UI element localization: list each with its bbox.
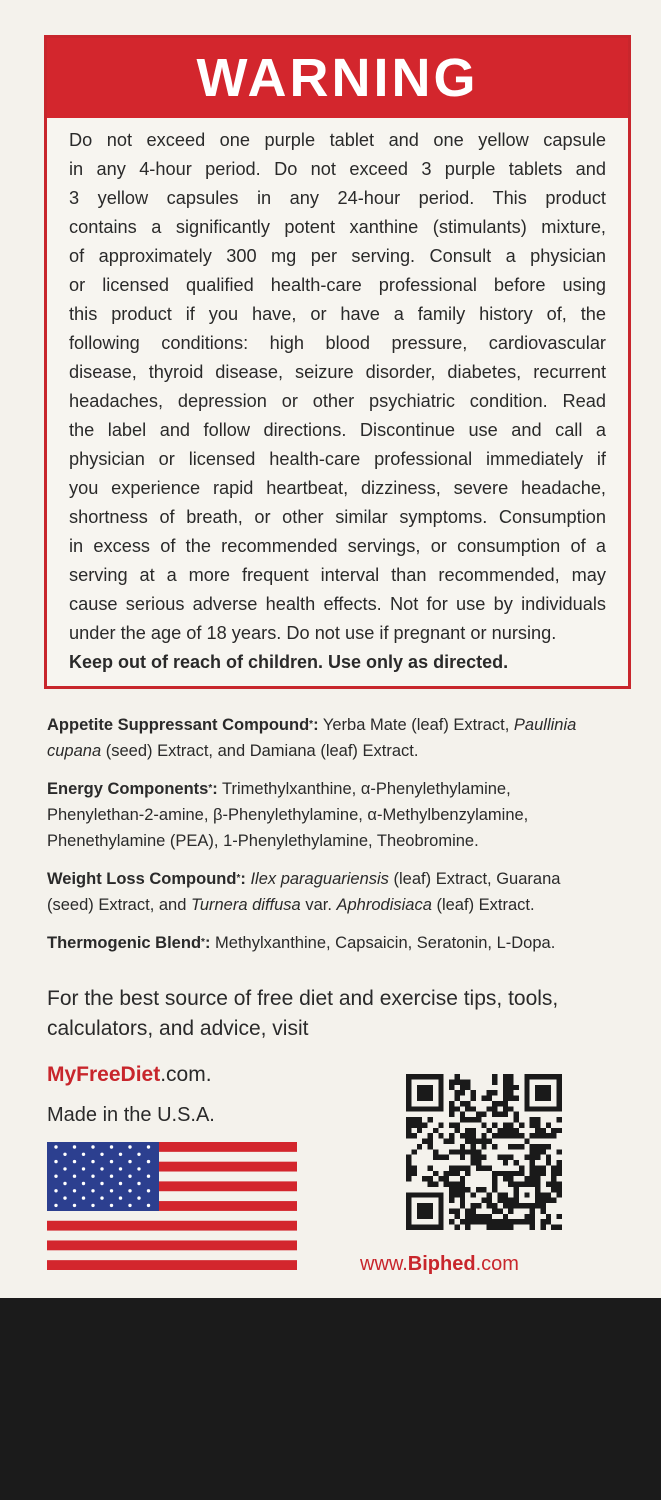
warning-body [47, 118, 628, 677]
appetite-suppressant-block [47, 712, 637, 764]
ingredient-label: Appetite Suppressant Compound [47, 716, 310, 734]
ingredient-line [47, 930, 637, 956]
ingredient-line: Phenethylamine (PEA), 1-Phenylethylamine, Theobromine. [47, 832, 479, 850]
warning-line: physician or licensed health-care professional immediately if [69, 449, 606, 469]
ingredient-line [47, 738, 637, 764]
biphed-suffix: .com [475, 1253, 519, 1275]
ingredient-italic: Ilex paraguariensis [250, 870, 389, 888]
promo-text [47, 984, 647, 1044]
warning-header [47, 38, 628, 118]
ingredient-line [47, 892, 637, 918]
ingredient-line: Phenylethan-2-amine, β-Phenylethylamine, α-Methylbenzylamine, [47, 806, 529, 824]
warning-line: the label and follow directions. Discontinue use and call a [69, 420, 606, 440]
promo-line: calculators, and advice, visit [47, 1017, 309, 1040]
ingredient-colon: : [313, 716, 319, 734]
ingredient-text: Trimethylxanthine, α-Phenylethylamine, [217, 780, 511, 798]
bottom-dark-band [0, 1298, 661, 1500]
ingredient-italic: cupana [47, 742, 102, 760]
warning-line: Do not exceed one purple tablet and one yellow capsule [69, 130, 606, 150]
warning-line: in excess of the recommended servings, or consumption of a [69, 536, 606, 556]
warning-line: disease, thyroid disease, seizure disorder, diabetes, recurrent [69, 362, 606, 382]
energy-components-block [47, 776, 637, 854]
footnote-star: * [208, 783, 213, 794]
biphed-link[interactable] [360, 1250, 519, 1278]
ingredient-text: (seed) Extract, and [47, 896, 191, 914]
ingredient-label: Thermogenic Blend [47, 934, 202, 952]
ingredient-line [47, 866, 637, 892]
biphed-brand: Biphed [407, 1253, 476, 1275]
warning-line: shortness of breath, or other similar symptoms. Consumption [69, 507, 606, 527]
warning-line: headaches, depression or other psychiatric condition. Read [69, 391, 606, 411]
myfreediet-link[interactable] [47, 1060, 212, 1090]
ingredient-italic: Aphrodisiaca [336, 896, 432, 914]
warning-box [44, 35, 631, 689]
ingredient-label: Energy Components [47, 780, 209, 798]
ingredient-text: (leaf) Extract. [431, 896, 535, 914]
ingredient-italic: Turnera diffusa [190, 896, 301, 914]
ingredient-italic: Paullinia [513, 716, 577, 734]
footnote-star: * [201, 937, 205, 948]
ingredient-line [47, 712, 637, 738]
warning-title: WARNING [196, 48, 479, 108]
warning-keep-away: Keep out of reach of children. Use only as directed. [69, 652, 509, 672]
weight-loss-block [47, 866, 637, 918]
warning-line: you experience rapid heartbeat, dizziness, severe headache, [69, 478, 606, 498]
myfreediet-brand: MyFreeDiet [47, 1063, 161, 1086]
promo-line: For the best source of free diet and exercise tips, tools, [47, 987, 559, 1010]
ingredient-line [47, 776, 637, 802]
warning-line: cause serious adverse health effects. Not for use by individuals [69, 594, 606, 614]
warning-line: contains a significantly potent xanthine (stimulants) mixture, [69, 217, 606, 237]
thermogenic-blend-block [47, 930, 637, 956]
footnote-star: * [236, 873, 241, 884]
warning-line: serving at a more frequent interval than recommended, may [69, 565, 606, 585]
warning-line: following conditions: high blood pressure, cardiovascular [69, 333, 606, 353]
ingredient-text: (leaf) Extract, Guarana [388, 870, 561, 888]
ingredient-text: (seed) Extract, and Damiana (leaf) Extract. [101, 742, 419, 760]
warning-line: this product if you have, or have a family history of, the [69, 304, 606, 324]
made-in-usa: Made in the U.S.A. [47, 1104, 215, 1126]
us-flag-icon [47, 1142, 297, 1270]
ingredient-colon: : [240, 870, 246, 888]
warning-line: of approximately 300 mg per serving. Consult a physician [69, 246, 606, 266]
ingredient-label: Weight Loss Compound [47, 870, 237, 888]
ingredient-colon: : [212, 780, 218, 798]
footnote-star: * [309, 719, 314, 730]
ingredient-text: Yerba Mate (leaf) Extract, [318, 716, 514, 734]
myfreediet-suffix: .com. [160, 1063, 212, 1086]
warning-line: in any 4-hour period. Do not exceed 3 purple tablets and [69, 159, 606, 179]
ingredient-text: var. [300, 896, 337, 914]
biphed-prefix: www. [360, 1253, 408, 1275]
warning-line: or licensed qualified health-care professional before using [69, 275, 606, 295]
warning-line: 3 yellow capsules in any 24-hour period. This product [69, 188, 606, 208]
ingredient-text: Methylxanthine, Capsaicin, Seratonin, L-Dopa. [210, 934, 556, 952]
warning-line: under the age of 18 years. Do not use if pregnant or nursing. [69, 623, 557, 643]
qr-code-icon[interactable] [406, 1074, 562, 1230]
ingredient-colon: : [204, 934, 211, 952]
ingredients-section [47, 712, 637, 968]
